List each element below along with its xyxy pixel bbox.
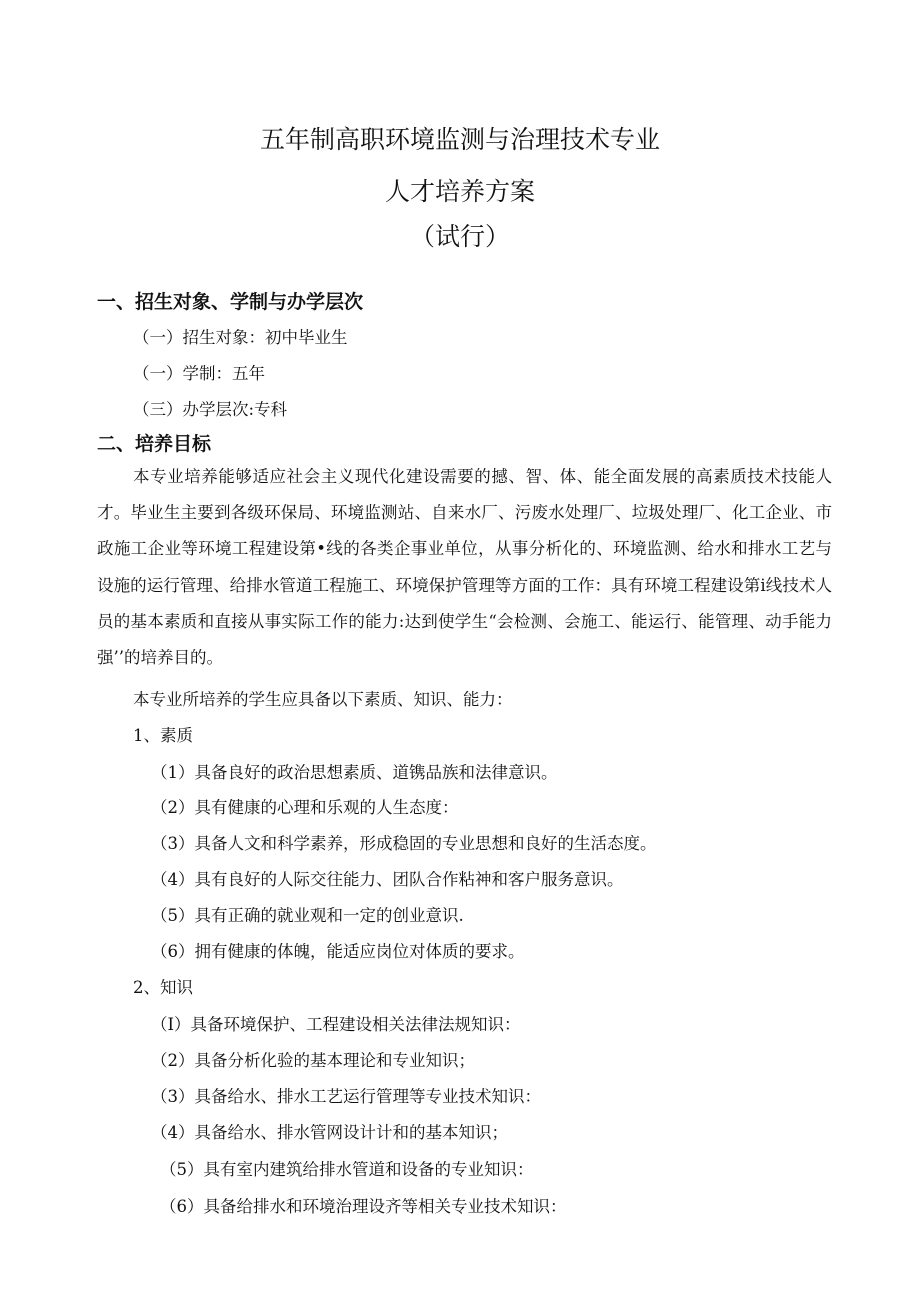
section2-heading: 二、培养目标	[97, 433, 212, 455]
knowledge-item: （4）具备给水、排水管网设计计和的基本知识；	[151, 1123, 508, 1142]
quality-item: （1）具备良好的政治思想素质、道镌品族和法律意识。	[151, 763, 558, 782]
doc-title-line1: 五年制高职环境监测与治理技术专业	[259, 125, 660, 154]
objective-paragraph: 本专业培养能够适应社会主义现代化建设需要的撼、智、体、能全面发展的高素质技术技能人才。毕业生主要到各级环保局、环境监测站、自来水厂、污废水处理厂、垃圾处理厂、化工企业、市政施工企业等环境工程建设第•线的各类企事业单位，从事分析化的、环境监测、给水和排水工艺与设施的运行管理、给排水管道工程施工、环境保护管理等方面的工作：具有环境工程建设第i线技术人员的基本素质和直接从事实际工作的能力:达到使学生“会检测、会施工、能运行、能管理、动手能力强’’的培养目的。	[97, 467, 832, 668]
quality-item: （5）具有正确的就业观和一定的创业意识.	[151, 906, 464, 925]
quality-item: （2）具有健康的心理和乐观的人生态度：	[151, 798, 459, 817]
knowledge-item: （5）具有室内建筑给排水管道和设备的专业知识：	[160, 1160, 534, 1179]
section1-item: （一）招生对象：初中毕业生	[133, 328, 348, 347]
knowledge-item: （6）具备给排水和环境治理设齐等相关专业技术知识：	[160, 1197, 567, 1216]
doc-title-line3: （试行）	[409, 222, 510, 251]
doc-title-line2: 人才培养方案	[384, 177, 535, 206]
section1-item: （三）办学层次:专科	[133, 400, 288, 419]
section1-heading: 一、招生对象、学制与办学层次	[97, 291, 364, 313]
quality-item: （3）具备人文和科学素养，形成稳固的专业思想和良好的生活态度。	[151, 834, 657, 853]
intro-line: 本专业所培养的学生应具备以下素质、知识、能力：	[133, 690, 513, 709]
knowledge-item: （2）具备分析化验的基本理论和专业知识；	[151, 1051, 475, 1070]
knowledge-item: （I）具备环境保护、工程建设相关法律法规知识：	[151, 1015, 521, 1034]
knowledge-label: 2、知识	[133, 978, 193, 997]
section1-item: （一）学制：五年	[133, 364, 265, 383]
quality-item: （4）具有良好的人际交往能力、团队合作粘神和客户服务意识。	[151, 870, 624, 889]
knowledge-item: （3）具备给水、排水工艺运行管理等专业技术知识：	[151, 1087, 541, 1106]
quality-label: 1、素质	[133, 726, 193, 745]
quality-item: （6）拥有健康的体魄，能适应岗位对体质的要求。	[151, 942, 525, 961]
